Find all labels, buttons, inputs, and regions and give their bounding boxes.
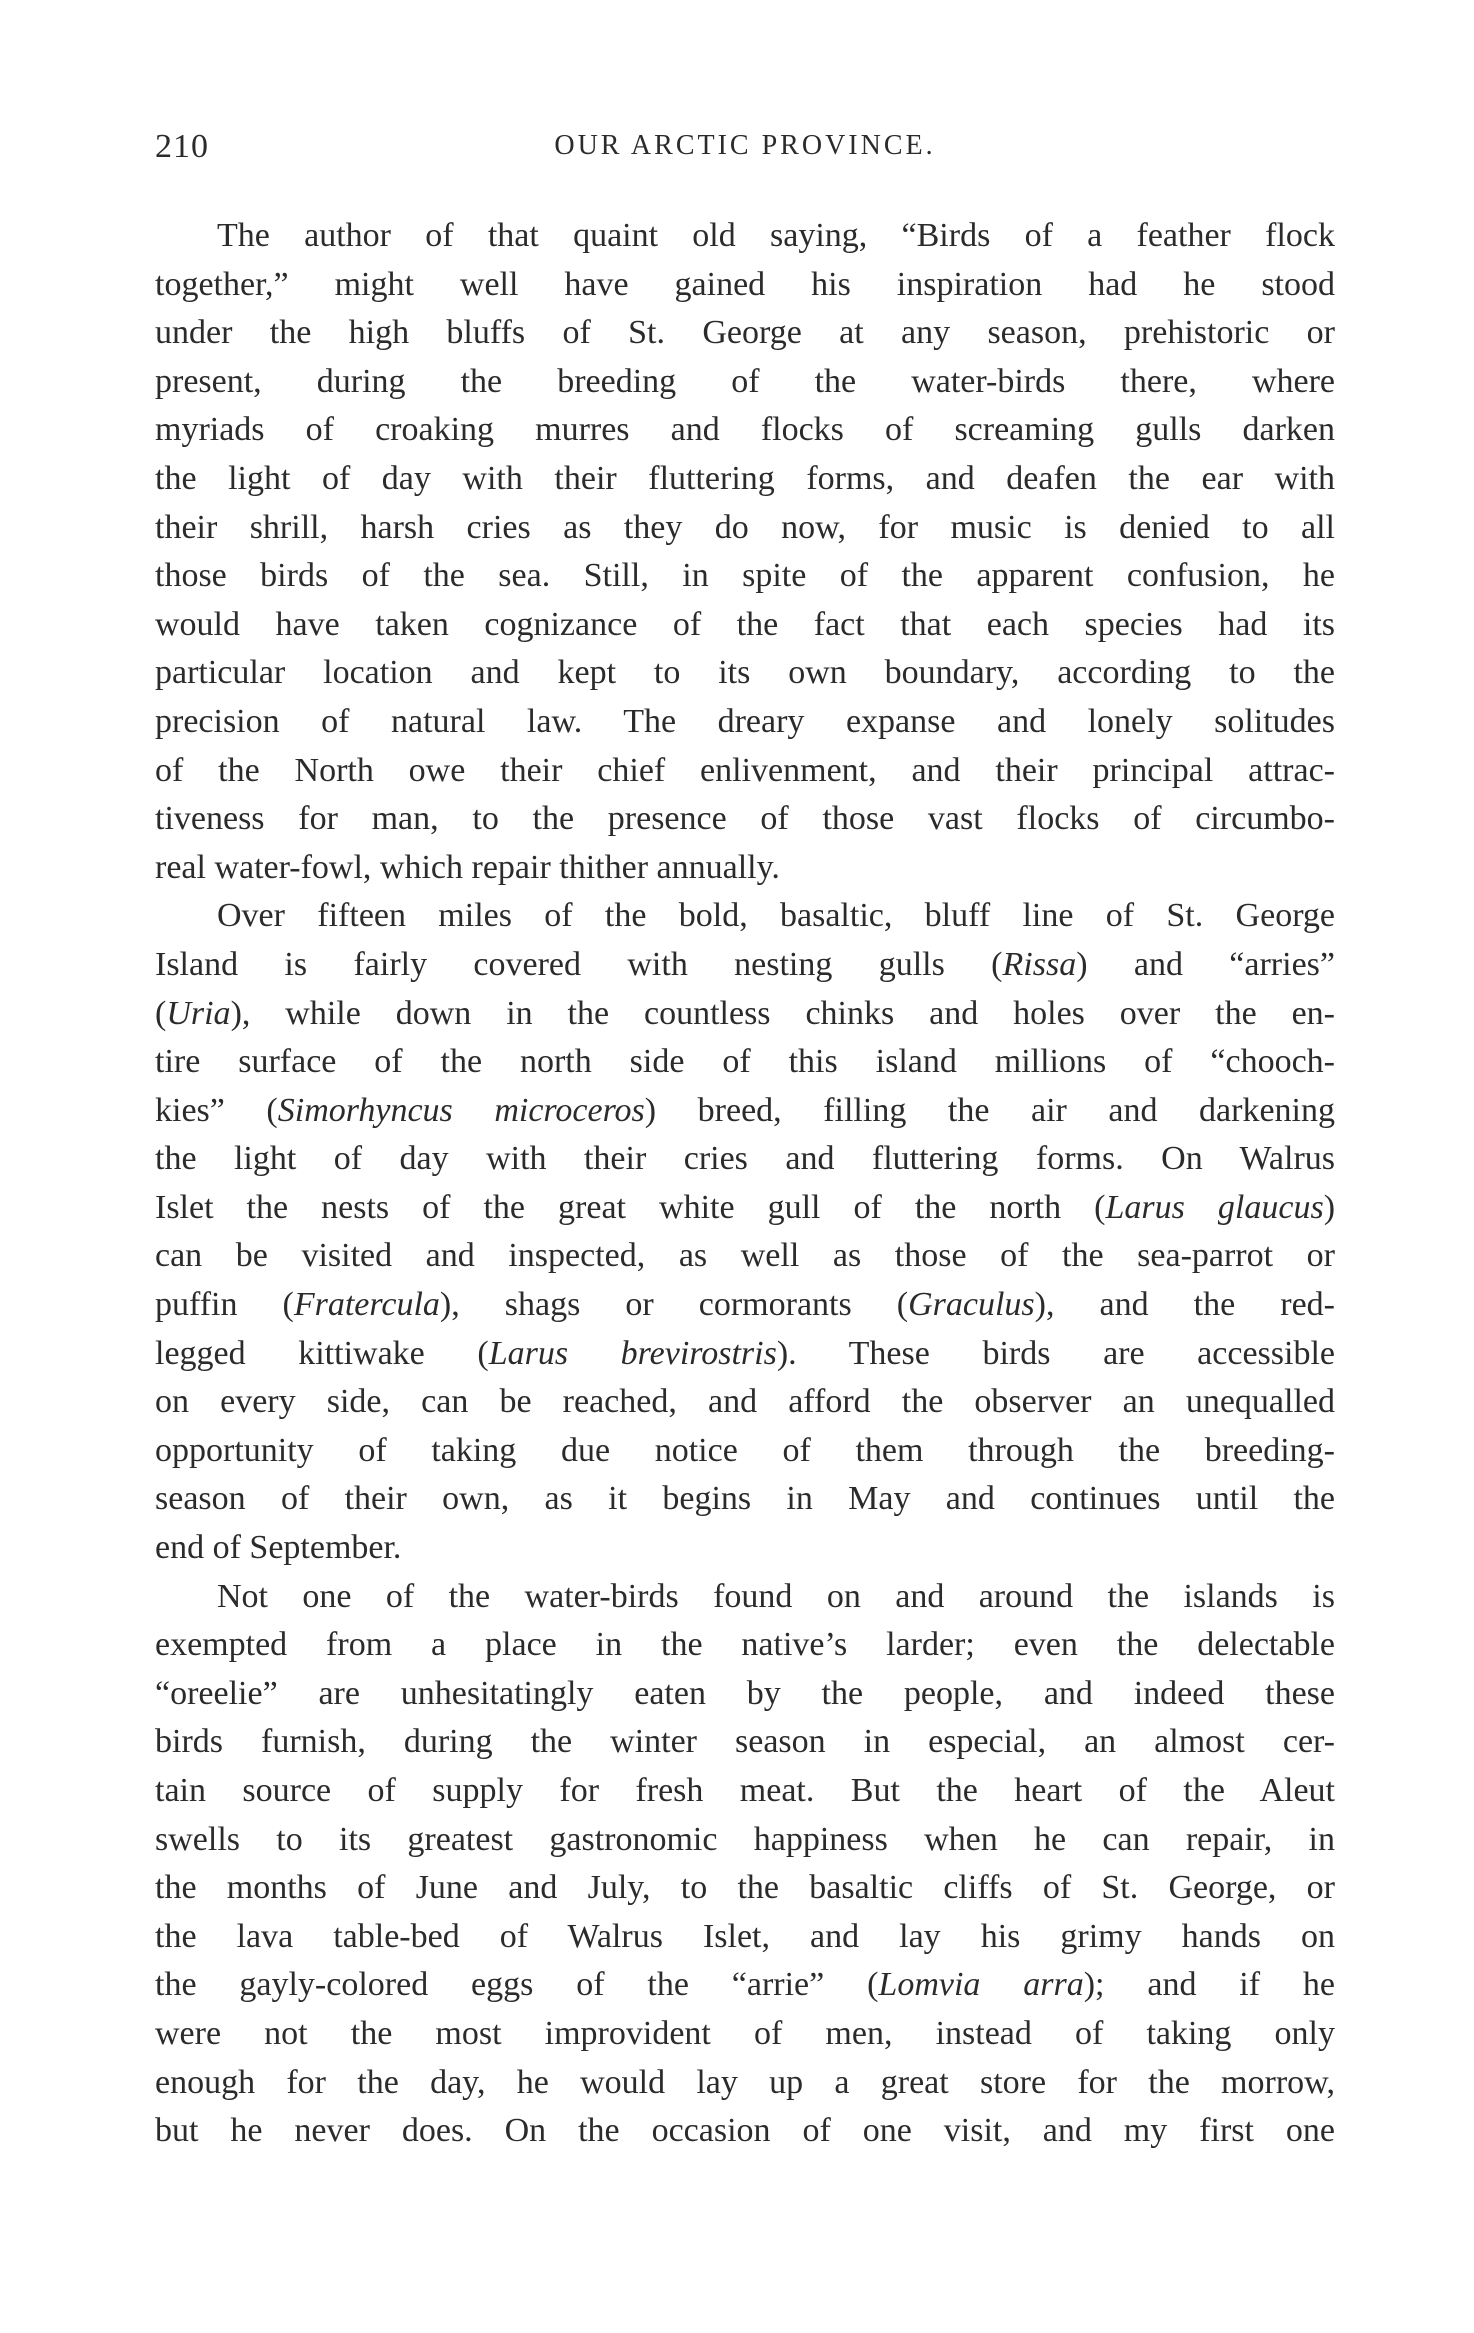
text-line: of the North owe their chief enlivenment, and their principal attrac-: [155, 751, 1335, 789]
running-head-title: OUR ARCTIC PROVINCE.: [554, 130, 936, 161]
text-line: “oreelie” are unhesitatingly eaten by the people, and indeed these: [155, 1674, 1335, 1712]
page-number: 210: [155, 128, 209, 165]
text-run: ); and if he: [1083, 1966, 1336, 2004]
text-line: were not the most improvident of men, instead of taking only: [155, 2014, 1335, 2052]
text-run: Islet the nests of the great white gull of the north (: [155, 1188, 1106, 1226]
species-name: Graculus: [908, 1286, 1035, 1324]
text-line: [155, 1330, 1335, 1379]
text-line: present, during the breeding of the water-birds there, where: [155, 362, 1335, 400]
text-line: [155, 1961, 1335, 2010]
text-line: swells to its greatest gastronomic happiness when he can repair, in: [155, 1820, 1335, 1858]
text-line: under the high bluffs of St. George at any season, prehistoric or: [155, 314, 1335, 352]
text-line: real water-fowl, which repair thither annually.: [155, 848, 780, 886]
text-run: ) breed, filling the air and darkening: [644, 1091, 1335, 1129]
text-line: particular location and kept to its own boundary, according to the: [155, 654, 1335, 692]
body-text: [155, 212, 1335, 2156]
species-name: Larus glaucus: [1105, 1188, 1324, 1226]
text-line: the light of day with their fluttering forms, and deafen the ear with: [155, 459, 1335, 497]
text-run: ): [1323, 1188, 1336, 1226]
text-line: enough for the day, he would lay up a great store for the morrow,: [155, 2063, 1335, 2101]
text-line: season of their own, as it begins in May and continues until the: [155, 1480, 1335, 1518]
text-line: birds furnish, during the winter season in especial, an almost cer-: [155, 1723, 1335, 1761]
text-line: the months of June and July, to the basaltic cliffs of St. George, or: [155, 1869, 1335, 1907]
text-line: [155, 990, 1335, 1039]
text-line: tire surface of the north side of this island millions of “chooch-: [155, 1043, 1335, 1081]
text-run: (: [155, 994, 167, 1032]
text-run: ), shags or cormorants (: [439, 1286, 909, 1324]
text-line: tain source of supply for fresh meat. But the heart of the Aleut: [155, 1772, 1335, 1809]
species-name: Fratercula: [293, 1286, 440, 1324]
species-name: Uria: [166, 994, 231, 1032]
text-run: puffin (: [155, 1286, 294, 1324]
species-name: Rissa: [1002, 945, 1077, 983]
text-line: their shrill, harsh cries as they do now, for music is denied to all: [155, 508, 1335, 546]
text-line: [155, 941, 1335, 990]
running-head: [155, 128, 1335, 172]
text-line: the lava table-bed of Walrus Islet, and lay his grimy hands on: [155, 1917, 1335, 1955]
text-line: Over fifteen miles of the bold, basaltic, bluff line of St. George: [217, 897, 1335, 935]
text-line: together,” might well have gained his inspiration had he stood: [155, 265, 1335, 303]
text-run: legged kittiwake (: [155, 1334, 489, 1372]
text-line: The author of that quaint old saying, “Birds of a feather flock: [217, 217, 1335, 254]
text-line: [155, 1184, 1335, 1233]
text-run: Island is fairly covered with nesting gulls (: [155, 945, 1003, 983]
text-line: would have taken cognizance of the fact that each species had its: [155, 605, 1335, 643]
text-run: ), while down in the countless chinks and holes over the en-: [230, 994, 1335, 1032]
species-name: Simorhyncus microceros: [277, 1091, 645, 1129]
text-line: the light of day with their cries and fluttering forms. On Walrus: [155, 1140, 1335, 1178]
text-run: ), and the red-: [1034, 1286, 1335, 1324]
text-run: the gayly-colored eggs of the “arrie” (: [155, 1966, 879, 2004]
text-line: opportunity of taking due notice of them through the breeding-: [155, 1431, 1335, 1469]
text-line: precision of natural law. The dreary expanse and lonely solitudes: [155, 702, 1335, 740]
text-line: Not one of the water-birds found on and around the islands is: [217, 1577, 1335, 1615]
text-line: end of September.: [155, 1529, 402, 1567]
text-line: exempted from a place in the native’s larder; even the delectable: [155, 1626, 1335, 1664]
text-line: those birds of the sea. Still, in spite of the apparent confusion, he: [155, 557, 1335, 595]
text-line: on every side, can be reached, and afford the observer an unequalled: [155, 1383, 1335, 1421]
text-line: myriads of croaking murres and flocks of screaming gulls darken: [155, 411, 1335, 449]
text-run: kies” (: [155, 1091, 278, 1129]
text-line: can be visited and inspected, as well as those of the sea-parrot or: [155, 1237, 1335, 1275]
text-line: but he never does. On the occasion of one visit, and my first one: [155, 2112, 1335, 2150]
text-run: ). These birds are accessible: [776, 1334, 1335, 1372]
text-line: [155, 1087, 1335, 1136]
text-run: ) and “arries”: [1076, 945, 1335, 983]
text-line: [155, 1281, 1335, 1330]
text-line: tiveness for man, to the presence of those vast flocks of circumbo-: [155, 800, 1335, 838]
species-name: Lomvia arra: [878, 1966, 1084, 2004]
species-name: Larus brevirostris: [488, 1334, 777, 1372]
